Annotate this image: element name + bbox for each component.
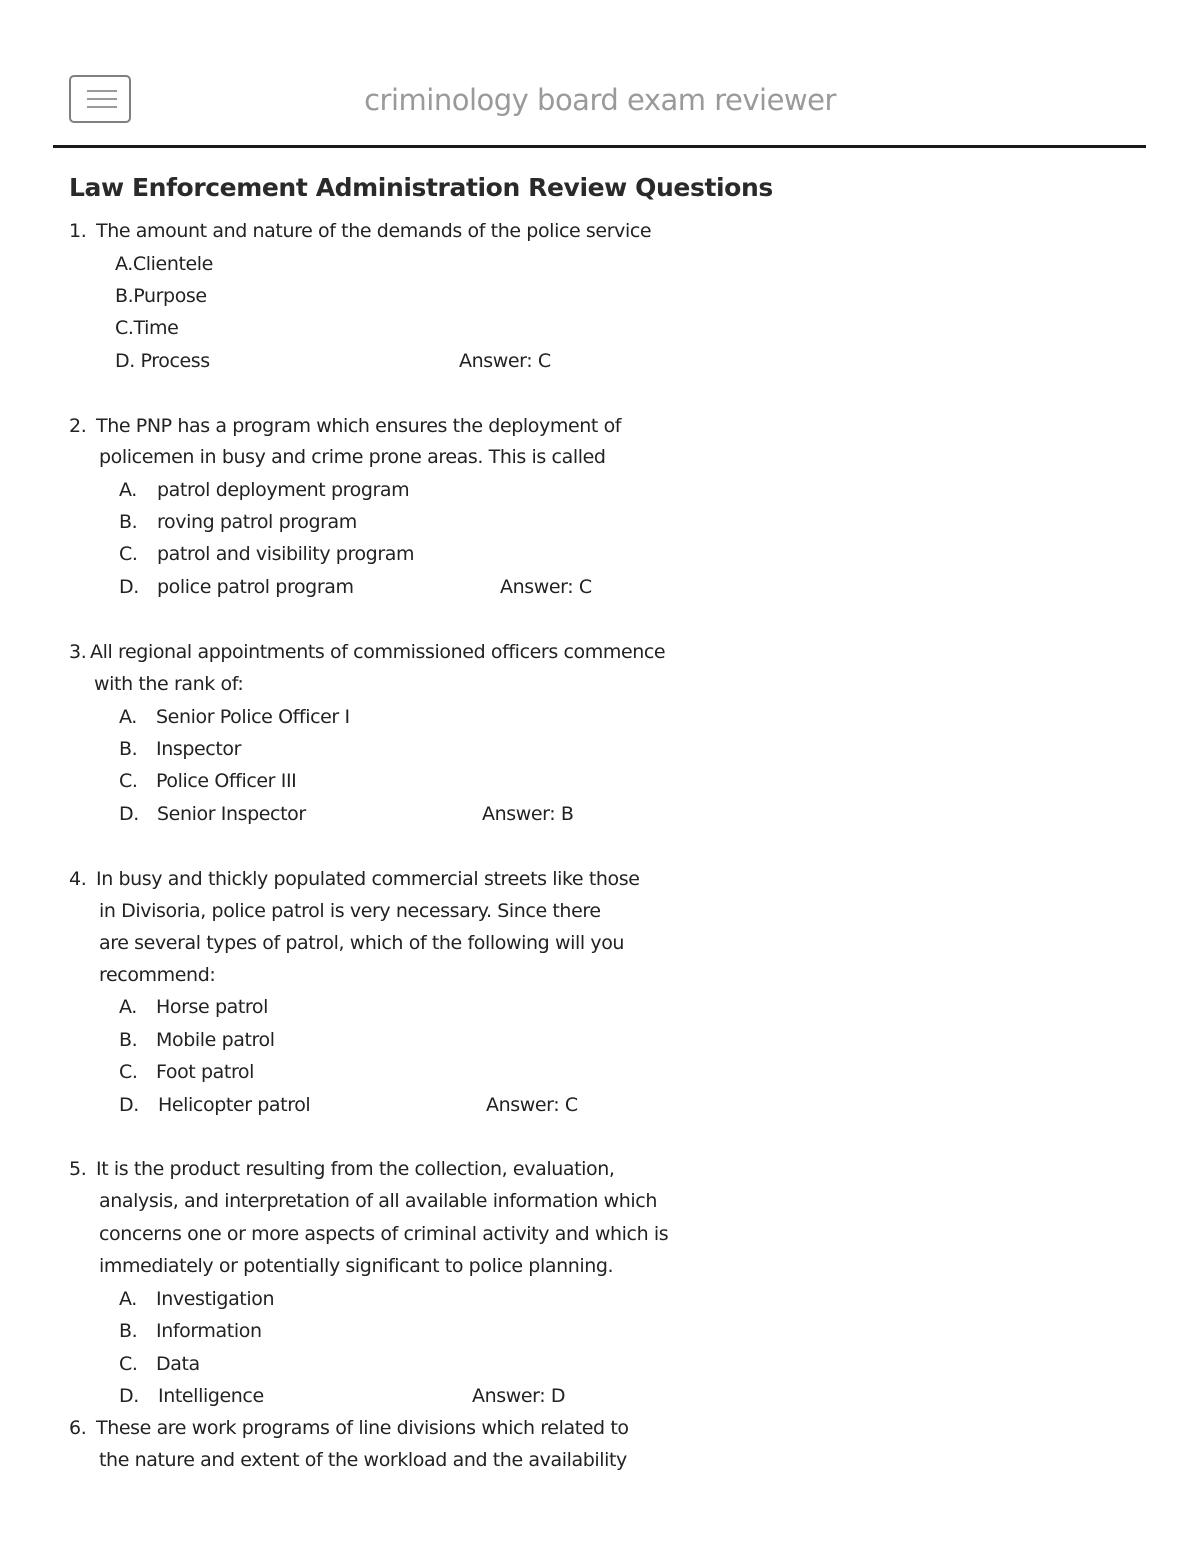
option-c: patrol and visibility program bbox=[157, 543, 415, 565]
question-text: with the rank of: bbox=[94, 673, 244, 695]
answer: Answer: C bbox=[486, 1094, 578, 1116]
option-letter: A. bbox=[119, 479, 137, 501]
option-d: Intelligence bbox=[158, 1385, 264, 1407]
answer: Answer: D bbox=[472, 1385, 566, 1407]
option-b: roving patrol program bbox=[157, 511, 357, 533]
question-number: 2. bbox=[69, 415, 87, 437]
option-d: Helicopter patrol bbox=[158, 1094, 311, 1116]
option-letter: A. bbox=[119, 1288, 137, 1310]
document-title: Law Enforcement Administration Review Questions bbox=[69, 173, 773, 202]
question-text: recommend: bbox=[99, 964, 216, 986]
question-number: 6. bbox=[69, 1417, 87, 1439]
option-letter: D. bbox=[119, 1094, 139, 1116]
answer: Answer: C bbox=[459, 350, 551, 372]
option-letter: B. bbox=[119, 511, 138, 533]
option-letter: C. bbox=[119, 1353, 138, 1375]
option-a: A.Clientele bbox=[115, 253, 213, 275]
question-number: 4. bbox=[69, 868, 87, 890]
option-c: Foot patrol bbox=[156, 1061, 255, 1083]
question-text: analysis, and interpretation of all available information which bbox=[99, 1190, 657, 1212]
site-title[interactable]: criminology board exam reviewer bbox=[364, 83, 836, 117]
question-text: The PNP has a program which ensures the deployment of bbox=[96, 415, 622, 437]
option-letter: A. bbox=[119, 706, 137, 728]
question-text: are several types of patrol, which of the following will you bbox=[99, 932, 625, 954]
question-number: 1. bbox=[69, 220, 87, 242]
option-b: Mobile patrol bbox=[156, 1029, 275, 1051]
option-letter: C. bbox=[119, 543, 138, 565]
header-divider bbox=[53, 145, 1146, 148]
question-text: The amount and nature of the demands of the police service bbox=[96, 220, 652, 242]
option-c: Police Officer III bbox=[156, 770, 297, 792]
option-letter: B. bbox=[119, 1029, 138, 1051]
option-letter: B. bbox=[119, 738, 138, 760]
option-a: Senior Police Officer I bbox=[156, 706, 350, 728]
question-text: These are work programs of line divisions which related to bbox=[96, 1417, 629, 1439]
option-b: Inspector bbox=[156, 738, 242, 760]
option-c: C.Time bbox=[115, 317, 179, 339]
question-text: policemen in busy and crime prone areas. This is called bbox=[99, 446, 606, 468]
option-letter: A. bbox=[119, 996, 137, 1018]
option-letter: D. bbox=[119, 803, 139, 825]
question-number: 3. bbox=[69, 641, 87, 663]
option-d: police patrol program bbox=[157, 576, 354, 598]
option-letter: C. bbox=[119, 770, 138, 792]
question-number: 5. bbox=[69, 1158, 87, 1180]
question-text: immediately or potentially significant to police planning. bbox=[99, 1255, 614, 1277]
option-a: Horse patrol bbox=[156, 996, 269, 1018]
question-text: the nature and extent of the workload and the availability bbox=[99, 1449, 627, 1471]
option-letter: B. bbox=[119, 1320, 138, 1342]
question-text: In busy and thickly populated commercial streets like those bbox=[96, 868, 640, 890]
option-d: D. Process bbox=[115, 350, 210, 372]
option-c: Data bbox=[156, 1353, 200, 1375]
answer: Answer: B bbox=[482, 803, 574, 825]
question-text: concerns one or more aspects of criminal activity and which is bbox=[99, 1223, 669, 1245]
option-letter: D. bbox=[119, 1385, 139, 1407]
answer: Answer: C bbox=[500, 576, 592, 598]
question-text: It is the product resulting from the collection, evaluation, bbox=[96, 1158, 615, 1180]
option-letter: D. bbox=[119, 576, 139, 598]
option-b: Information bbox=[156, 1320, 262, 1342]
question-text: All regional appointments of commissioned officers commence bbox=[90, 641, 666, 663]
option-a: patrol deployment program bbox=[157, 479, 410, 501]
option-b: B.Purpose bbox=[115, 285, 207, 307]
option-a: Investigation bbox=[156, 1288, 275, 1310]
option-d: Senior Inspector bbox=[157, 803, 306, 825]
option-letter: C. bbox=[119, 1061, 138, 1083]
question-text: in Divisoria, police patrol is very necessary. Since there bbox=[99, 900, 601, 922]
